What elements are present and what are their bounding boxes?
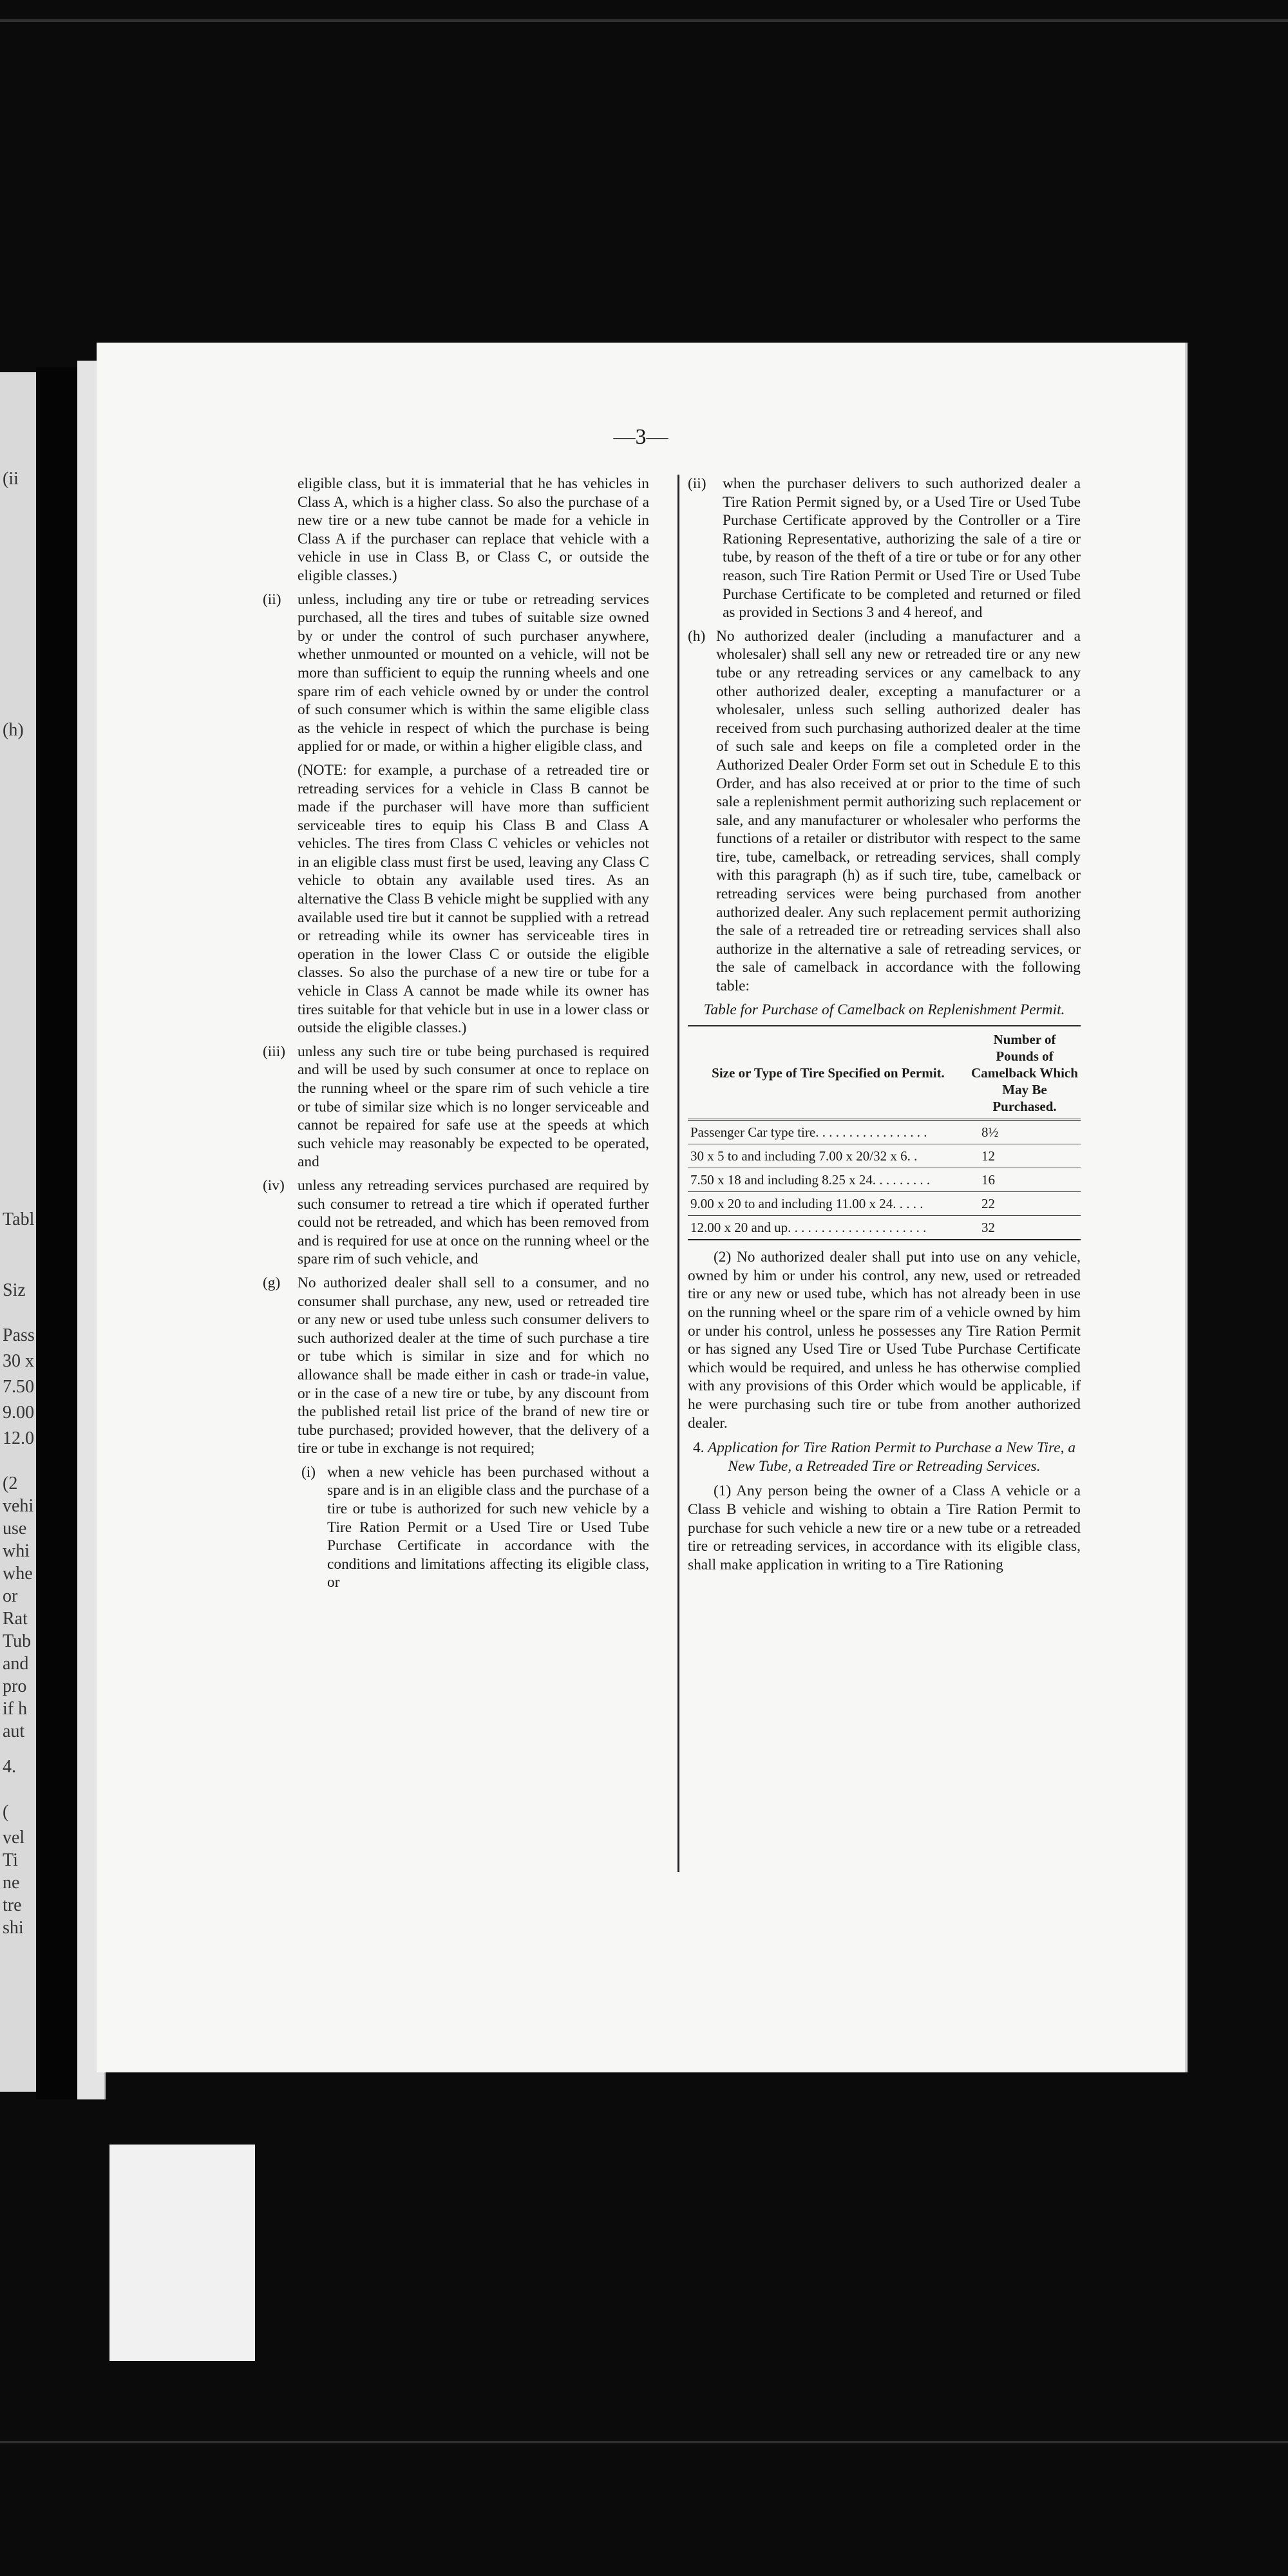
left-fragment: ( <box>3 1802 9 1822</box>
table-cell-size: 9.00 x 20 to and including 11.00 x 24. . . . . <box>688 1192 969 1216</box>
left-fragment: pro <box>3 1676 27 1696</box>
clause-label: (h) <box>688 627 706 645</box>
clause-text: unless any such tire or tube being purchased is required and will be used by such consumer at once to replace on the running wheel or the spare rim of such vehicle a tire or tube of similar size which is no longer serviceable and cannot be repaired for safe use at the speeds at which such vehicle may reasonably be expected to be operated, and <box>298 1043 649 1171</box>
table-row <box>688 1144 1081 1168</box>
table-row <box>688 1168 1081 1192</box>
left-fragment: Pass <box>3 1325 35 1345</box>
left-page-edge <box>0 372 36 2092</box>
clause-g-ii <box>688 475 1081 622</box>
table-title: Table for Purchase of Camelback on Replenishment Permit. <box>703 1001 1065 1018</box>
clause-iii <box>263 1043 649 1171</box>
table-cell-pounds: 8½ <box>969 1120 1081 1144</box>
left-fragment: whi <box>3 1541 30 1561</box>
left-fragment: vehi <box>3 1496 34 1516</box>
table-row <box>688 1120 1081 1144</box>
table-cell-size: 30 x 5 to and including 7.00 x 20/32 x 6. . <box>688 1144 969 1168</box>
left-fragment: (2 <box>3 1473 18 1493</box>
paragraph-intro: eligible class, but it is immaterial that he has vehicles in Class A, which is a higher class. So also the purchase of a new tire or a new tube cannot be made for a vehicle in Class A if the purchaser can replace that vehicle with a vehicle in use in Class B, or Class C, or outside the eligible classes.) <box>298 475 649 584</box>
table-cell-pounds: 16 <box>969 1168 1081 1192</box>
left-fragment: shi <box>3 1918 24 1938</box>
paragraph-4-1: (1) Any person being the owner of a Class A vehicle or a Class B vehicle and wishing to obtain a Tire Ration Permit to purchase for such vehicle a new tire or a new tube or a retreaded tire or retreading services, in accordance with its eligible class, shall make application in writing to a Tire Rationing <box>688 1482 1081 1573</box>
left-fragment: use <box>3 1519 27 1539</box>
clause-text: unless, including any tire or tube or retreading services purchased, all the tires and tubes of suitable size owned by or under the control of such purchaser anywhere, whether unmounted or mounted on a vehicle, will not be more than sufficient to equip the running wheels and one spare rim of each vehicle owned by or under the control of such consumer which is within the same eligible class as the vehicle in respect of which the purchase is being applied for or made, or within a higher eligible class, and <box>298 591 649 755</box>
table-cell-pounds: 22 <box>969 1192 1081 1216</box>
clause-g <box>263 1274 649 1458</box>
left-fragment: Tabl <box>3 1209 35 1229</box>
section-number: 4. <box>692 1439 705 1457</box>
document-page <box>97 343 1185 2072</box>
clause-ii <box>263 591 649 756</box>
left-fragment: if h <box>3 1699 28 1719</box>
camelback-table <box>688 1025 1081 1240</box>
clause-text: when the purchaser delivers to such authorized dealer a Tire Ration Permit signed by, or a Used Tire or Used Tube Purchase Certificate approved by the Controller or a Tire Rationing Representative, authorizing the sale of a tire or tube, by reason of the theft of a tire or tube or for any other reason, such Tire Ration Permit or Used Tire or Used Tube Purchase Certificate to be completed and returned or filed as provided in Sections 3 and 4 hereof, and <box>723 475 1081 621</box>
clause-h <box>688 627 1081 996</box>
clause-text: when a new vehicle has been purchased without a spare and is in an eligible class and the purchase of a tire or tube is authorized for such new vehicle by a Tire Ration Permit or a Used Tire or Used Tube Purchase Certificate in accordance with the conditions and limitations affecting its eligible class, or <box>327 1463 649 1591</box>
clause-label: (ii) <box>688 475 706 492</box>
scan-border-bottom <box>0 2441 1288 2443</box>
left-fragment: (h) <box>3 720 24 740</box>
left-fragment: 7.50 <box>3 1377 34 1397</box>
left-fragment: Tub <box>3 1631 32 1651</box>
note-paragraph: (NOTE: for example, a purchase of a retreaded tire or retreading services for a vehicle in Class B cannot be made if the purchaser will have more than sufficient serviceable tires to equip his Class B and Class A vehicles. The tires from Class C vehicles or vehicles not in an eligible class must first be used, leaving any Class C vehicle to obtain any available used tires. As an alternative the Class B vehicle might be supplied with any available used tire but it cannot be supplied with a retread or retreading while its owner has serviceable tires in operation in the lower Class C or outside the eligible classes. So also the purchase of a new tire or tube for a vehicle in Class A cannot be made while its owner has tires suitable for that vehicle but in use in a lower class or outside the eligible classes.) <box>298 761 649 1037</box>
column-divider <box>677 475 679 1872</box>
scan-border-top <box>0 19 1288 22</box>
table-header-pounds: Number of Pounds of Camelback Which May Be Purchased. <box>969 1027 1081 1120</box>
left-fragment: Ti <box>3 1850 18 1870</box>
table-cell-pounds: 12 <box>969 1144 1081 1168</box>
clause-iv <box>263 1177 649 1269</box>
right-column <box>688 475 1081 1579</box>
clause-g-i <box>301 1463 649 1592</box>
book-spine <box>36 367 81 2099</box>
left-fragment: ne <box>3 1873 20 1893</box>
left-fragment: 30 x <box>3 1351 34 1371</box>
clause-label: (ii) <box>263 591 281 608</box>
left-fragment: 12.0 <box>3 1428 34 1448</box>
left-fragment: whe <box>3 1564 33 1584</box>
left-fragment: tre <box>3 1895 22 1915</box>
left-fragment: and <box>3 1654 29 1674</box>
clause-label: (iv) <box>263 1177 285 1194</box>
table-cell-size: 7.50 x 18 and including 8.25 x 24. . . . . . . . . <box>688 1168 969 1192</box>
left-fragment: (ii <box>3 469 19 489</box>
left-fragment: or <box>3 1586 18 1606</box>
section-title: Application for Tire Ration Permit to Purchase a New Tire, a New Tube, a Retreaded Tire or Retreading Services. <box>707 1439 1076 1475</box>
paragraph-2: (2) No authorized dealer shall put into use on any vehicle, owned by him or under his control, any new, used or retreaded tire or any new or used tube, which has not already been in use on the running wheel or the spare rim of a vehicle owned by him or under his control, unless he possesses any Tire Ration Permit or has signed any Used Tire or Used Tube Purchase Certificate which would be required, and unless he has otherwise complied with any provisions of this Order which would be applicable, if he were purchasing such tire or tube from another authorized dealer. <box>688 1249 1081 1432</box>
left-column <box>263 475 649 1597</box>
section-4-heading <box>688 1439 1081 1475</box>
paper-slip <box>109 2145 255 2361</box>
left-fragment: 4. <box>3 1757 16 1777</box>
left-fragment: Rat <box>3 1609 28 1629</box>
left-fragment: aut <box>3 1721 25 1741</box>
clause-text: No authorized dealer shall sell to a consumer, and no consumer shall purchase, any new, used or retreaded tire or any new or used tube unless such consumer delivers to such authorized dealer at the time of such purchase a tire or tube which is similar in size and for which no allowance shall be made either in cash or trade-in value, or in the case of a new tire or tube, by any discount from the published retail list price of the brand of new tire or tube purchased; provided however, that the delivery of a tire or tube in exchange is not required; <box>298 1274 649 1457</box>
left-fragment: Siz <box>3 1280 26 1300</box>
left-fragment: vel <box>3 1828 25 1848</box>
table-header-row <box>688 1027 1081 1120</box>
clause-label: (i) <box>301 1463 316 1481</box>
clause-text: unless any retreading services purchased are required by such consumer to retread a tire which if operated further could not be retreaded, and which has been removed from and is required for use at once on the running wheel or the spare rim of such vehicle, and <box>298 1177 649 1268</box>
page-number: —3— <box>613 425 668 449</box>
clause-label: (iii) <box>263 1043 286 1060</box>
table-header-size: Size or Type of Tire Specified on Permit. <box>688 1027 969 1120</box>
left-fragment: 9.00 <box>3 1403 34 1423</box>
table-row <box>688 1192 1081 1216</box>
table-cell-pounds: 32 <box>969 1216 1081 1240</box>
table-cell-size: Passenger Car type tire. . . . . . . . . . . . . . . . . <box>688 1120 969 1144</box>
clause-label: (g) <box>263 1274 281 1291</box>
clause-text: No authorized dealer (including a manufacturer and a wholesaler) shall sell any new or retreaded tire or any new tube or any retreading services or any camelback to any other authorized dealer, excepting a manufacturer or a wholesaler, unless such selling authorized dealer has received from such purchasing authorized dealer at the time of such sale and keeps on file a completed order in the Authorized Dealer Order Form set out in Schedule E to this Order, and has also received at or prior to the time of such sale a replenishment permit authorizing such replacement or sale, and any manufacturer or wholesaler who performs the functions of a retailer or distributor with respect to the same tire, tube, camelback, or retreading services, shall comply with this paragraph (h) as if such tire, tube, camelback or retreading services were being purchased from another authorized dealer. Any such replacement permit authorizing the sale of a retreaded tire or retreading services shall also authorize in the alternative a sale of retreading services, or the sale of camelback in accordance with the following table: <box>716 627 1081 995</box>
table-cell-size: 12.00 x 20 and up. . . . . . . . . . . . . . . . . . . . . <box>688 1216 969 1240</box>
table-row <box>688 1216 1081 1240</box>
